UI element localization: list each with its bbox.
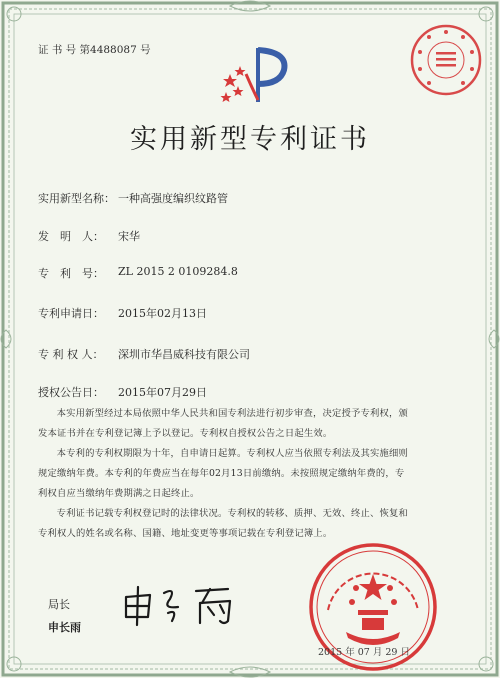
- body-line: 本实用新型经过本局依照中华人民共和国专利法进行初步审查，决定授予专利权，颁: [56, 408, 408, 419]
- field-value-patent-number: ZL 2015 2 0109284.8: [118, 265, 238, 278]
- seal-date: 2015 年 07 月 29 日: [318, 647, 410, 658]
- field-value-inventor: 宋华: [118, 230, 140, 243]
- body-line: 专利证书记载专利权登记时的法律状况。专利权的转移、质押、无效、终止、恢复和: [56, 508, 408, 519]
- field-label-filing-date: 专利申请日：: [38, 307, 104, 320]
- document-title: 实用新型专利证书: [130, 124, 370, 155]
- field-label-grant-date: 授权公告日：: [38, 386, 104, 399]
- field-label-inventor: 发 明 人：: [38, 230, 104, 243]
- body-line: 专利权人的姓名或名称、国籍、地址变更等事项记载在专利登记簿上。: [38, 528, 333, 539]
- print-seal-icon: [408, 22, 484, 98]
- body-paragraph-3: [38, 504, 470, 544]
- field-value-filing-date: 2015年02月13日: [118, 307, 207, 320]
- patent-office-logo: [218, 44, 292, 108]
- field-value-patentee: 深圳市华昌威科技有限公司: [118, 348, 250, 361]
- director-title: 局长: [48, 598, 70, 611]
- field-label-patentee: 专 利 权 人：: [38, 348, 104, 361]
- field-label-patent-number: 专 利 号：: [38, 267, 104, 280]
- director-name: 申长雨: [48, 621, 81, 634]
- body-line: 利权自应当缴纳年费期满之日起终止。: [38, 488, 200, 499]
- field-value-grant-date: 2015年07月29日: [118, 386, 207, 399]
- field-label-name: 实用新型名称：: [38, 192, 115, 205]
- field-value-name: 一种高强度编织纹路管: [118, 192, 228, 205]
- director-signature: [120, 583, 260, 627]
- body-line: 规定缴纳年费。本专利的年费应当在每年02月13日前缴纳。未按照规定缴纳年费的，专: [38, 468, 405, 479]
- body-paragraph-2: [38, 444, 470, 504]
- body-line: 本专利的专利权期限为十年，自申请日起算。专利权人应当依照专利法及其实施细则: [56, 448, 408, 459]
- body-paragraph-1: [38, 404, 470, 444]
- body-line: 发本证书并在专利登记簿上予以登记。专利权自授权公告之日起生效。: [38, 428, 333, 439]
- certificate-number: 证 书 号 第4488087 号: [38, 44, 151, 56]
